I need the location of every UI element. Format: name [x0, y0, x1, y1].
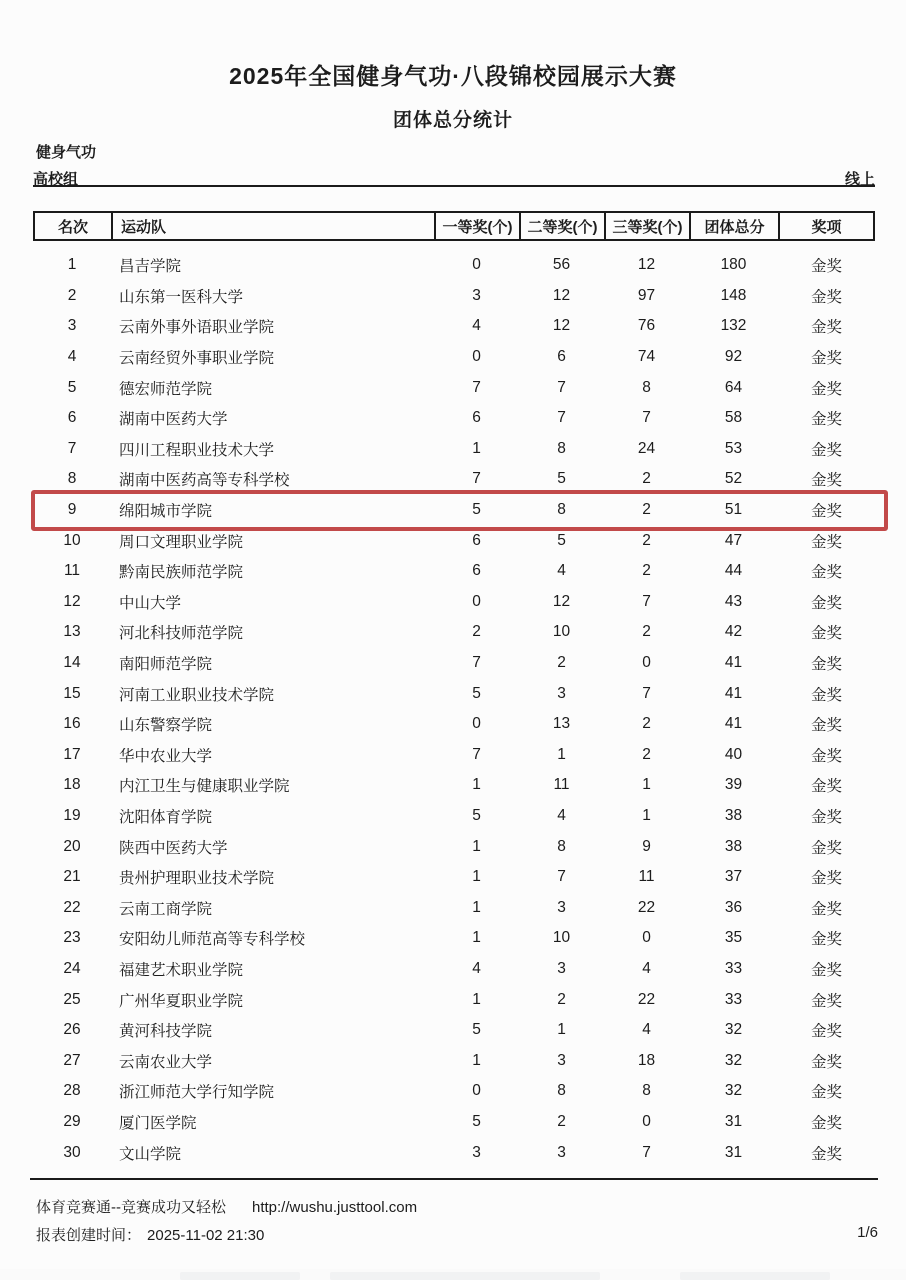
report-title: 2025年全国健身气功·八段锦校园展示大赛: [229, 63, 677, 89]
cell-team: 黄河科技学院: [119, 1023, 213, 1041]
cell-team: 中山大学: [119, 594, 182, 612]
cell-award: 金奖: [810, 503, 842, 521]
footer-rule: [30, 1178, 878, 1180]
cell-second-prize: 3: [557, 898, 566, 916]
cell-rank: 2: [67, 286, 77, 304]
cell-total-score: 148: [720, 286, 747, 304]
cell-total-score: 40: [724, 745, 743, 763]
cell-total-score: 31: [724, 1112, 743, 1130]
cell-first-prize: 3: [472, 286, 481, 304]
column-header-third-prize: 三等奖(个): [606, 213, 691, 239]
table-row: [33, 709, 875, 740]
cell-third-prize: 8: [642, 378, 651, 396]
report-created-label: 报表创建时间：: [36, 1227, 142, 1244]
cell-rank: 24: [63, 959, 81, 977]
cell-award: 金奖: [810, 1053, 842, 1071]
cell-third-prize: 97: [637, 286, 656, 304]
cell-rank: 20: [63, 837, 81, 855]
table-row: [33, 1137, 875, 1168]
cell-first-prize: 0: [472, 592, 481, 610]
cell-rank: 27: [63, 1051, 81, 1069]
cell-second-prize: 12: [552, 286, 571, 304]
cell-first-prize: 6: [472, 531, 481, 549]
cell-award: 金奖: [810, 1084, 842, 1102]
cell-first-prize: 5: [472, 806, 481, 824]
cell-team: 湖南中医药大学: [119, 411, 228, 429]
table-body: [33, 250, 875, 1168]
cell-first-prize: 0: [472, 1082, 481, 1100]
page-number: 1/6: [857, 1224, 878, 1241]
cell-rank: 14: [63, 654, 81, 672]
cell-first-prize: 6: [472, 409, 481, 427]
footer-created-line: [36, 1224, 264, 1245]
table-row: [33, 311, 875, 342]
cell-first-prize: 0: [472, 348, 481, 366]
cell-award: 金奖: [810, 778, 842, 796]
cell-rank: 12: [63, 592, 81, 610]
sport-label: 健身气功: [36, 144, 97, 161]
cell-team: 河南工业职业技术学院: [119, 686, 275, 704]
artifact-segment: [330, 1272, 600, 1280]
cell-rank: 7: [67, 439, 77, 457]
table-row: [33, 587, 875, 618]
table-row: [33, 984, 875, 1015]
cell-second-prize: 2: [557, 1112, 566, 1130]
cell-first-prize: 1: [472, 837, 481, 855]
cell-team: 华中农业大学: [119, 747, 213, 765]
cell-team: 文山学院: [119, 1145, 182, 1163]
cell-first-prize: 2: [472, 623, 481, 641]
cell-award: 金奖: [810, 350, 842, 368]
cell-third-prize: 8: [642, 1082, 651, 1100]
cell-total-score: 36: [724, 898, 743, 916]
cell-award: 金奖: [810, 900, 842, 918]
cell-rank: 18: [63, 776, 81, 794]
cell-rank: 19: [63, 806, 81, 824]
cell-team: 福建艺术职业学院: [119, 961, 244, 979]
cell-third-prize: 2: [642, 562, 651, 580]
cell-award: 金奖: [810, 472, 842, 490]
table-row: [33, 342, 875, 373]
cell-team: 广州华夏职业学院: [119, 992, 244, 1010]
cell-second-prize: 2: [557, 990, 566, 1008]
cell-first-prize: 4: [472, 317, 481, 335]
cell-first-prize: 1: [472, 1051, 481, 1069]
cell-first-prize: 1: [472, 776, 481, 794]
cell-total-score: 39: [724, 776, 743, 794]
cell-third-prize: 0: [642, 654, 651, 672]
cell-rank: 5: [67, 378, 77, 396]
cell-second-prize: 12: [552, 317, 571, 335]
footer-url[interactable]: http://wushu.justtool.com: [252, 1199, 418, 1216]
cell-first-prize: 1: [472, 868, 481, 886]
footer-brand-line: [36, 1196, 417, 1217]
cell-rank: 13: [63, 623, 81, 641]
cell-second-prize: 8: [557, 439, 566, 457]
cell-first-prize: 7: [472, 470, 481, 488]
cell-second-prize: 7: [557, 409, 566, 427]
cell-third-prize: 2: [642, 531, 651, 549]
table-row: [33, 678, 875, 709]
table-row: [33, 1045, 875, 1076]
cell-award: 金奖: [810, 839, 842, 857]
cell-rank: 1: [67, 256, 77, 274]
cell-third-prize: 76: [637, 317, 656, 335]
cell-second-prize: 8: [557, 837, 566, 855]
cell-second-prize: 12: [552, 592, 571, 610]
cell-total-score: 41: [724, 684, 743, 702]
cell-third-prize: 9: [642, 837, 651, 855]
mode-label: 线上: [844, 171, 875, 188]
cell-rank: 23: [63, 929, 81, 947]
cell-second-prize: 3: [557, 684, 566, 702]
cell-total-score: 33: [724, 959, 743, 977]
cell-total-score: 31: [724, 1143, 743, 1161]
cell-third-prize: 7: [642, 409, 651, 427]
cell-first-prize: 7: [472, 745, 481, 763]
cell-team: 云南工商学院: [119, 900, 213, 918]
cell-second-prize: 7: [557, 868, 566, 886]
cell-third-prize: 11: [638, 868, 655, 886]
cell-team: 陕西中医药大学: [119, 839, 228, 857]
cell-award: 金奖: [810, 686, 842, 704]
cell-rank: 25: [63, 990, 81, 1008]
cell-award: 金奖: [810, 717, 842, 735]
header-rule: [33, 185, 875, 187]
cell-team: 四川工程职业技术大学: [119, 441, 275, 459]
cell-third-prize: 2: [642, 745, 651, 763]
cell-second-prize: 10: [552, 623, 571, 641]
table-row: [33, 648, 875, 679]
cell-total-score: 52: [724, 470, 743, 488]
cell-third-prize: 0: [642, 1112, 651, 1130]
cell-rank: 15: [63, 684, 81, 702]
bottom-artifact: [0, 1269, 906, 1280]
cell-third-prize: 24: [637, 439, 656, 457]
cell-third-prize: 22: [637, 990, 656, 1008]
cell-team: 湖南中医药高等专科学校: [119, 472, 290, 490]
cell-rank: 3: [67, 317, 77, 335]
cell-rank: 6: [67, 409, 77, 427]
cell-second-prize: 4: [557, 806, 566, 824]
cell-team: 德宏师范学院: [119, 380, 213, 398]
cell-total-score: 64: [724, 378, 743, 396]
cell-team: 厦门医学院: [119, 1114, 197, 1132]
cell-rank: 21: [63, 868, 81, 886]
cell-award: 金奖: [810, 319, 842, 337]
cell-award: 金奖: [810, 747, 842, 765]
cell-second-prize: 7: [557, 378, 566, 396]
cell-third-prize: 2: [642, 623, 651, 641]
cell-third-prize: 18: [637, 1051, 656, 1069]
cell-team: 沈阳体育学院: [119, 808, 213, 826]
cell-rank: 29: [63, 1112, 81, 1130]
cell-team: 云南外事外语职业学院: [119, 319, 275, 337]
cell-second-prize: 2: [557, 654, 566, 672]
cell-first-prize: 4: [472, 959, 481, 977]
cell-third-prize: 0: [642, 929, 651, 947]
cell-team: 内江卫生与健康职业学院: [119, 778, 290, 796]
cell-second-prize: 1: [557, 1021, 566, 1039]
cell-third-prize: 4: [642, 959, 651, 977]
cell-second-prize: 5: [557, 470, 566, 488]
cell-award: 金奖: [810, 1023, 842, 1041]
table-row: [33, 372, 875, 403]
cell-total-score: 180: [720, 256, 747, 274]
cell-third-prize: 7: [642, 592, 651, 610]
cell-rank: 26: [63, 1021, 81, 1039]
cell-total-score: 38: [724, 806, 743, 824]
cell-total-score: 44: [724, 562, 743, 580]
cell-rank: 16: [63, 715, 81, 733]
cell-total-score: 47: [724, 531, 743, 549]
cell-third-prize: 22: [637, 898, 656, 916]
cell-total-score: 33: [724, 990, 743, 1008]
report-subtitle: 团体总分统计: [392, 110, 513, 131]
table-row: [33, 464, 875, 495]
cell-second-prize: 3: [557, 1143, 566, 1161]
table-row: [33, 831, 875, 862]
footer-brand: 体育竞赛通--竞赛成功又轻松: [36, 1199, 226, 1216]
cell-award: 金奖: [810, 931, 842, 949]
cell-third-prize: 7: [642, 684, 651, 702]
cell-rank: 11: [63, 562, 81, 580]
table-row: [33, 281, 875, 312]
cell-second-prize: 8: [557, 501, 566, 519]
cell-total-score: 132: [720, 317, 747, 335]
cell-second-prize: 5: [557, 531, 566, 549]
cell-award: 金奖: [810, 961, 842, 979]
column-header-first-prize: 一等奖(个): [436, 213, 521, 239]
cell-award: 金奖: [810, 411, 842, 429]
cell-first-prize: 7: [472, 378, 481, 396]
cell-first-prize: 0: [472, 715, 481, 733]
cell-rank: 10: [63, 531, 81, 549]
column-header-rank: 名次: [35, 213, 113, 239]
artifact-segment: [680, 1272, 830, 1280]
cell-team: 黔南民族师范学院: [119, 564, 244, 582]
cell-award: 金奖: [810, 656, 842, 674]
cell-total-score: 32: [724, 1021, 743, 1039]
cell-third-prize: 7: [642, 1143, 651, 1161]
cell-first-prize: 7: [472, 654, 481, 672]
cell-award: 金奖: [810, 870, 842, 888]
cell-total-score: 51: [724, 501, 743, 519]
cell-third-prize: 12: [637, 256, 656, 274]
cell-second-prize: 3: [557, 1051, 566, 1069]
cell-award: 金奖: [810, 808, 842, 826]
table-row: [33, 801, 875, 832]
table-row: [33, 495, 875, 526]
cell-award: 金奖: [810, 1114, 842, 1132]
cell-second-prize: 10: [552, 929, 571, 947]
table-row: [33, 617, 875, 648]
cell-first-prize: 6: [472, 562, 481, 580]
cell-first-prize: 1: [472, 990, 481, 1008]
table-row: [33, 740, 875, 771]
table-row: [33, 525, 875, 556]
cell-award: 金奖: [810, 564, 842, 582]
cell-total-score: 32: [724, 1051, 743, 1069]
cell-rank: 22: [63, 898, 81, 916]
table-row: [33, 923, 875, 954]
cell-second-prize: 11: [553, 776, 570, 794]
group-label: 高校组: [33, 171, 79, 188]
cell-award: 金奖: [810, 533, 842, 551]
cell-second-prize: 4: [557, 562, 566, 580]
table-row: [33, 250, 875, 281]
table-row: [33, 1015, 875, 1046]
table-row: [33, 770, 875, 801]
cell-total-score: 58: [724, 409, 743, 427]
cell-total-score: 32: [724, 1082, 743, 1100]
cell-second-prize: 6: [557, 348, 566, 366]
cell-award: 金奖: [810, 625, 842, 643]
cell-team: 昌吉学院: [119, 258, 182, 276]
cell-second-prize: 56: [552, 256, 571, 274]
column-header-total-score: 团体总分: [691, 213, 780, 239]
table-row: [33, 403, 875, 434]
table-header-row: [33, 211, 875, 241]
cell-award: 金奖: [810, 1145, 842, 1163]
artifact-segment: [180, 1272, 300, 1280]
cell-first-prize: 5: [472, 501, 481, 519]
cell-team: 云南农业大学: [119, 1053, 213, 1071]
cell-total-score: 38: [724, 837, 743, 855]
cell-rank: 8: [67, 470, 77, 488]
column-header-team: 运动队: [113, 213, 436, 239]
cell-first-prize: 1: [472, 898, 481, 916]
table-row: [33, 892, 875, 923]
cell-third-prize: 2: [642, 715, 651, 733]
cell-first-prize: 3: [472, 1143, 481, 1161]
cell-first-prize: 5: [472, 1021, 481, 1039]
table-row: [33, 556, 875, 587]
cell-third-prize: 74: [637, 348, 656, 366]
cell-third-prize: 4: [642, 1021, 651, 1039]
cell-team: 贵州护理职业技术学院: [119, 870, 275, 888]
cell-rank: 9: [67, 501, 77, 519]
table-row: [33, 1076, 875, 1107]
cell-team: 南阳师范学院: [119, 656, 213, 674]
cell-second-prize: 8: [557, 1082, 566, 1100]
cell-second-prize: 3: [557, 959, 566, 977]
cell-rank: 17: [63, 745, 81, 763]
cell-award: 金奖: [810, 380, 842, 398]
table-row: [33, 954, 875, 985]
cell-award: 金奖: [810, 258, 842, 276]
cell-team: 安阳幼儿师范高等专科学校: [119, 931, 306, 949]
cell-second-prize: 13: [552, 715, 571, 733]
column-header-award: 奖项: [811, 218, 842, 236]
cell-team: 山东警察学院: [119, 717, 213, 735]
cell-first-prize: 0: [472, 256, 481, 274]
cell-award: 金奖: [810, 288, 842, 306]
report-created-time: 2025-11-02 21:30: [147, 1227, 265, 1244]
cell-team: 河北科技师范学院: [119, 625, 244, 643]
cell-team: 山东第一医科大学: [119, 288, 244, 306]
cell-rank: 28: [63, 1082, 81, 1100]
cell-total-score: 37: [724, 868, 743, 886]
cell-total-score: 42: [724, 623, 743, 641]
cell-third-prize: 1: [642, 806, 651, 824]
cell-rank: 30: [63, 1143, 81, 1161]
cell-rank: 4: [67, 348, 77, 366]
cell-award: 金奖: [810, 992, 842, 1010]
cell-first-prize: 5: [472, 1112, 481, 1130]
cell-total-score: 41: [724, 715, 743, 733]
cell-third-prize: 2: [642, 470, 651, 488]
cell-award: 金奖: [810, 594, 842, 612]
cell-first-prize: 1: [472, 929, 481, 947]
cell-total-score: 53: [724, 439, 743, 457]
table-row: [33, 434, 875, 465]
table-row: [33, 862, 875, 893]
cell-second-prize: 1: [557, 745, 566, 763]
cell-team: 周口文理职业学院: [119, 533, 244, 551]
cell-third-prize: 1: [642, 776, 651, 794]
cell-third-prize: 2: [642, 501, 651, 519]
cell-team: 绵阳城市学院: [119, 503, 213, 521]
cell-total-score: 41: [724, 654, 743, 672]
cell-total-score: 43: [724, 592, 743, 610]
table-row: [33, 1107, 875, 1138]
cell-first-prize: 1: [472, 439, 481, 457]
column-header-second-prize: 二等奖(个): [521, 213, 606, 239]
cell-first-prize: 5: [472, 684, 481, 702]
cell-team: 浙江师范大学行知学院: [119, 1084, 275, 1102]
cell-total-score: 92: [724, 348, 743, 366]
cell-team: 云南经贸外事职业学院: [119, 350, 275, 368]
cell-total-score: 35: [724, 929, 743, 947]
cell-award: 金奖: [810, 441, 842, 459]
